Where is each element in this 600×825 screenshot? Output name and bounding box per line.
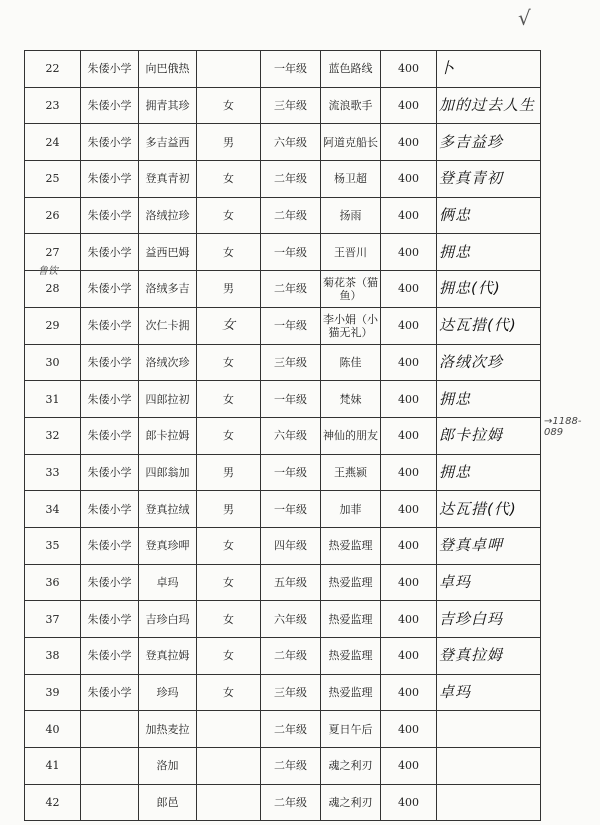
student-name-cell: 登真珍呷	[139, 527, 197, 564]
grade-cell: 四年级	[261, 527, 321, 564]
school-cell: 朱倭小学	[81, 491, 139, 528]
signature-cell: 达瓦措(代)	[437, 491, 541, 528]
book-title-cell: 蓝色路线	[321, 51, 381, 88]
row-number-cell: 40	[25, 711, 81, 748]
student-name-cell: 郎邑	[139, 784, 197, 821]
book-title-cell: 魂之利刃	[321, 748, 381, 785]
gender-cell: 女	[197, 674, 261, 711]
gender-cell: 女	[197, 234, 261, 271]
amount-cell: 400	[381, 564, 437, 601]
student-name-cell: 洛绒拉珍	[139, 197, 197, 234]
school-cell: 朱倭小学	[81, 87, 139, 124]
table-row	[25, 87, 541, 124]
row-number-cell: 27	[25, 234, 81, 271]
signature-cell: 俩忠	[437, 197, 541, 234]
row-number-cell: 38	[25, 638, 81, 675]
school-cell: 朱倭小学	[81, 601, 139, 638]
amount-cell: 400	[381, 124, 437, 161]
book-title-cell: 夏日午后	[321, 711, 381, 748]
amount-cell: 400	[381, 491, 437, 528]
row-number-cell: 37	[25, 601, 81, 638]
grade-cell: 六年级	[261, 124, 321, 161]
check-mark: √	[518, 6, 531, 30]
gender-cell: 女	[197, 601, 261, 638]
gender-cell	[197, 51, 261, 88]
gender-cell: 女	[197, 87, 261, 124]
book-title-cell: 陈佳	[321, 344, 381, 381]
signature-cell: 郎卡拉姆	[437, 417, 541, 454]
table-row	[25, 417, 541, 454]
school-cell	[81, 748, 139, 785]
school-cell: 朱倭小学	[81, 197, 139, 234]
school-cell: 朱倭小学	[81, 527, 139, 564]
school-cell: 朱倭小学	[81, 381, 139, 418]
student-name-cell: 吉珍白玛	[139, 601, 197, 638]
gender-cell	[197, 711, 261, 748]
grade-cell: 三年级	[261, 344, 321, 381]
gender-cell: 女	[197, 197, 261, 234]
signature-cell: 拥忠	[437, 381, 541, 418]
student-name-cell: 加热麦拉	[139, 711, 197, 748]
student-name-cell: 多吉益西	[139, 124, 197, 161]
table-row	[25, 271, 541, 308]
table-row	[25, 124, 541, 161]
signature-cell: 登真卓呷	[437, 527, 541, 564]
book-title-cell: 王晋川	[321, 234, 381, 271]
student-name-cell: 洛加	[139, 748, 197, 785]
book-title-cell: 加菲	[321, 491, 381, 528]
signature-cell: 卜	[437, 51, 541, 88]
gender-cell: 男	[197, 491, 261, 528]
roster-body	[25, 51, 541, 821]
row-number-cell: 39	[25, 674, 81, 711]
row-number-cell: 30	[25, 344, 81, 381]
student-name-cell: 卓玛	[139, 564, 197, 601]
amount-cell: 400	[381, 601, 437, 638]
book-title-cell: 王燕颍	[321, 454, 381, 491]
signature-cell: 加的过去人生	[437, 87, 541, 124]
book-title-cell: 阿道克船长	[321, 124, 381, 161]
school-cell: 朱倭小学	[81, 454, 139, 491]
book-title-cell: 热爱监理	[321, 601, 381, 638]
row-number-cell: 34	[25, 491, 81, 528]
row-number-cell: 31	[25, 381, 81, 418]
gender-cell: 男	[197, 454, 261, 491]
student-name-cell: 洛绒多吉	[139, 271, 197, 308]
gender-cell: 女	[197, 638, 261, 675]
signature-cell: 登真拉姆	[437, 638, 541, 675]
grade-cell: 二年级	[261, 197, 321, 234]
school-cell: 朱倭小学	[81, 161, 139, 198]
school-cell: 朱倭小学	[81, 124, 139, 161]
grade-cell: 一年级	[261, 381, 321, 418]
gender-cell: 女	[197, 564, 261, 601]
grade-cell: 五年级	[261, 564, 321, 601]
amount-cell: 400	[381, 784, 437, 821]
grade-cell: 三年级	[261, 87, 321, 124]
table-row	[25, 234, 541, 271]
amount-cell: 400	[381, 51, 437, 88]
table-row	[25, 527, 541, 564]
row-number-cell: 24	[25, 124, 81, 161]
amount-cell: 400	[381, 748, 437, 785]
signature-cell	[437, 711, 541, 748]
amount-cell: 400	[381, 674, 437, 711]
amount-cell: 400	[381, 161, 437, 198]
row-number-cell: 41	[25, 748, 81, 785]
student-name-cell: 登真拉绒	[139, 491, 197, 528]
row-number-cell: 32	[25, 417, 81, 454]
table-row	[25, 307, 541, 344]
gender-cell	[197, 748, 261, 785]
grade-cell: 二年级	[261, 271, 321, 308]
book-title-cell: 扬雨	[321, 197, 381, 234]
margin-note-right: →1188-089	[544, 416, 582, 438]
book-title-cell: 热爱监理	[321, 638, 381, 675]
grade-cell: 三年级	[261, 674, 321, 711]
school-cell: 朱倭小学	[81, 271, 139, 308]
student-name-cell: 益西巴姆	[139, 234, 197, 271]
grade-cell: 一年级	[261, 234, 321, 271]
grade-cell: 二年级	[261, 161, 321, 198]
school-cell: 朱倭小学	[81, 344, 139, 381]
school-cell: 朱倭小学	[81, 234, 139, 271]
table-row	[25, 51, 541, 88]
margin-note-left: 鲁钦	[38, 266, 58, 277]
row-number-cell: 22	[25, 51, 81, 88]
grade-cell: 二年级	[261, 711, 321, 748]
signature-cell: 吉珍白玛	[437, 601, 541, 638]
signature-cell: 卓玛	[437, 564, 541, 601]
table-row	[25, 674, 541, 711]
signature-cell: 卓玛	[437, 674, 541, 711]
amount-cell: 400	[381, 87, 437, 124]
student-name-cell: 拥青其珍	[139, 87, 197, 124]
signature-cell: 洛绒次珍	[437, 344, 541, 381]
table-row	[25, 197, 541, 234]
amount-cell: 400	[381, 711, 437, 748]
grade-cell: 二年级	[261, 638, 321, 675]
table-row	[25, 784, 541, 821]
school-cell: 朱倭小学	[81, 51, 139, 88]
book-title-cell: 李小娟（小猫无礼）	[321, 307, 381, 344]
gender-cell: 女	[197, 161, 261, 198]
table-row	[25, 344, 541, 381]
amount-cell: 400	[381, 234, 437, 271]
gender-cell: 女	[197, 344, 261, 381]
gender-cell: 男	[197, 124, 261, 161]
signature-cell: 拥忠	[437, 454, 541, 491]
amount-cell: 400	[381, 527, 437, 564]
book-title-cell: 杨卫超	[321, 161, 381, 198]
row-number-cell: 35	[25, 527, 81, 564]
amount-cell: 400	[381, 417, 437, 454]
gender-cell: 女	[197, 417, 261, 454]
grade-cell: 一年级	[261, 51, 321, 88]
amount-cell: 400	[381, 638, 437, 675]
book-title-cell: 流浪歌手	[321, 87, 381, 124]
student-name-cell: 四郎拉初	[139, 381, 197, 418]
signature-cell	[437, 784, 541, 821]
student-name-cell: 珍玛	[139, 674, 197, 711]
signature-cell: 拥忠	[437, 234, 541, 271]
row-number-cell: 23	[25, 87, 81, 124]
signature-cell	[437, 748, 541, 785]
book-title-cell: 菊花茶（猫鱼）	[321, 271, 381, 308]
amount-cell: 400	[381, 271, 437, 308]
school-cell	[81, 784, 139, 821]
amount-cell: 400	[381, 307, 437, 344]
row-number-cell: 28	[25, 271, 81, 308]
gender-cell: 女	[197, 307, 261, 344]
school-cell: 朱倭小学	[81, 417, 139, 454]
table-row	[25, 638, 541, 675]
book-title-cell: 热爱监理	[321, 527, 381, 564]
book-title-cell: 神仙的朋友	[321, 417, 381, 454]
row-number-cell: 29	[25, 307, 81, 344]
student-name-cell: 登真拉姆	[139, 638, 197, 675]
school-cell: 朱倭小学	[81, 564, 139, 601]
student-roster-table	[24, 50, 541, 821]
grade-cell: 二年级	[261, 748, 321, 785]
grade-cell: 一年级	[261, 307, 321, 344]
school-cell: 朱倭小学	[81, 674, 139, 711]
table-row	[25, 454, 541, 491]
gender-cell	[197, 784, 261, 821]
table-row	[25, 564, 541, 601]
amount-cell: 400	[381, 344, 437, 381]
amount-cell: 400	[381, 381, 437, 418]
signature-cell: 拥忠(代)	[437, 271, 541, 308]
student-name-cell: 洛绒次珍	[139, 344, 197, 381]
grade-cell: 六年级	[261, 417, 321, 454]
table-row	[25, 491, 541, 528]
grade-cell: 二年级	[261, 784, 321, 821]
table-row	[25, 161, 541, 198]
row-number-cell: 42	[25, 784, 81, 821]
school-cell: 朱倭小学	[81, 307, 139, 344]
student-name-cell: 次仁卡拥	[139, 307, 197, 344]
table-row	[25, 381, 541, 418]
student-name-cell: 四郎翁加	[139, 454, 197, 491]
student-name-cell: 郎卡拉姆	[139, 417, 197, 454]
grade-cell: 六年级	[261, 601, 321, 638]
book-title-cell: 魂之利刃	[321, 784, 381, 821]
signature-cell: 多吉益珍	[437, 124, 541, 161]
school-cell: 朱倭小学	[81, 638, 139, 675]
grade-cell: 一年级	[261, 454, 321, 491]
amount-cell: 400	[381, 454, 437, 491]
amount-cell: 400	[381, 197, 437, 234]
grade-cell: 一年级	[261, 491, 321, 528]
gender-cell: 女	[197, 381, 261, 418]
row-number-cell: 36	[25, 564, 81, 601]
school-cell	[81, 711, 139, 748]
gender-cell: 男	[197, 271, 261, 308]
table-row	[25, 748, 541, 785]
book-title-cell: 梵妹	[321, 381, 381, 418]
row-number-cell: 25	[25, 161, 81, 198]
signature-cell: 登真青初	[437, 161, 541, 198]
student-name-cell: 向巴俄热	[139, 51, 197, 88]
row-number-cell: 26	[25, 197, 81, 234]
table-row	[25, 601, 541, 638]
signature-cell: 达瓦措(代)	[437, 307, 541, 344]
student-name-cell: 登真青初	[139, 161, 197, 198]
gender-cell: 女	[197, 527, 261, 564]
book-title-cell: 热爱监理	[321, 674, 381, 711]
book-title-cell: 热爱监理	[321, 564, 381, 601]
table-row	[25, 711, 541, 748]
row-number-cell: 33	[25, 454, 81, 491]
